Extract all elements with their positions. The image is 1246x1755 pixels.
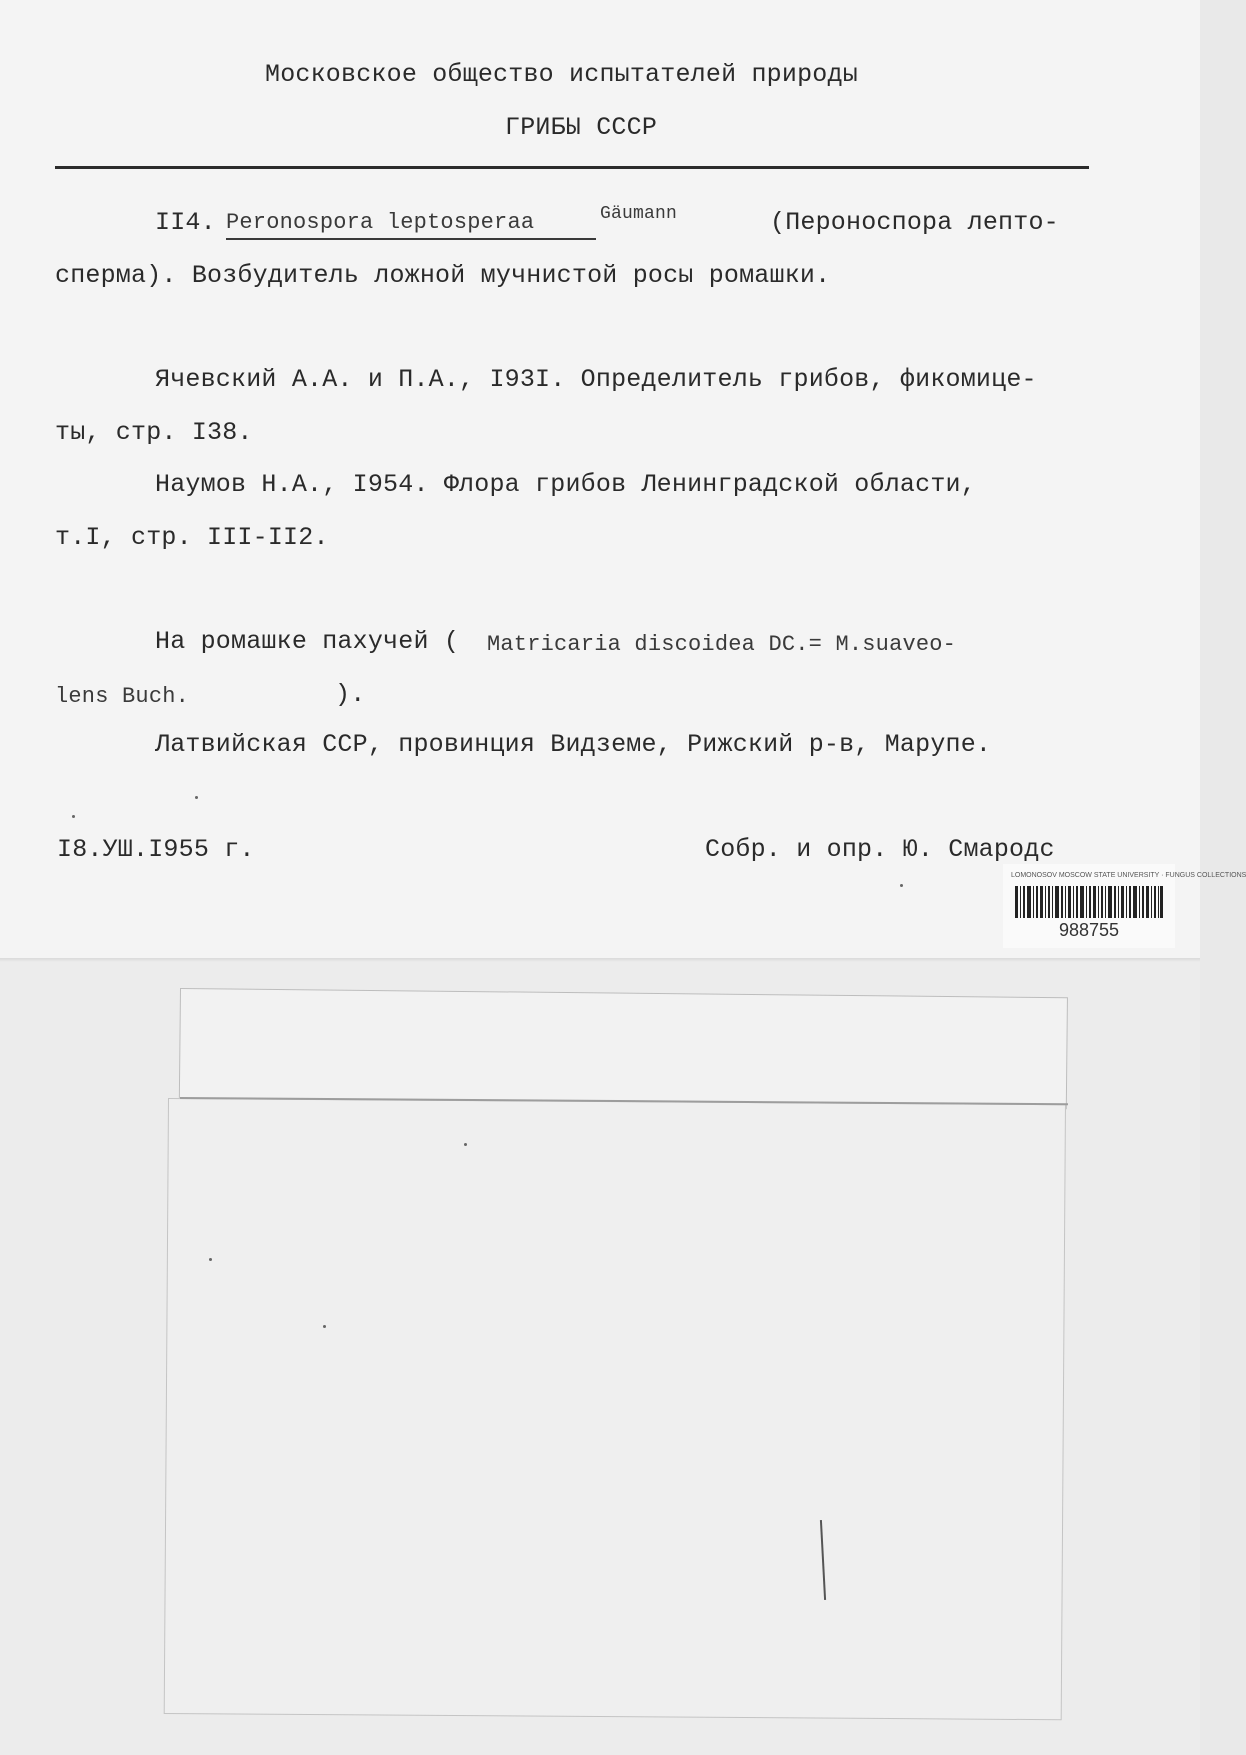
society-name: Московское общество испытателей природы (265, 60, 858, 89)
series-title: ГРИБЫ СССР (505, 113, 658, 142)
reference-1-line-1: Ячевский А.А. и П.А., I93I. Определитель грибов, фикомице- (155, 365, 1037, 394)
russian-name-start: (Пероноспора лепто- (770, 208, 1059, 237)
barcode-icon (1015, 886, 1163, 918)
speck (195, 796, 198, 799)
reference-2-line-1: Наумов Н.А., I954. Флора грибов Ленинградской области, (155, 470, 976, 499)
entry-number: II4. (155, 208, 216, 237)
entry-description: сперма). Возбудитель ложной мучнистой росы ромашки. (55, 261, 831, 290)
habitat-close: ). (335, 680, 366, 709)
reference-1-line-2: ты, стр. I38. (55, 418, 253, 447)
barcode-label (1003, 864, 1246, 948)
host-latin-name: Matricaria discoidea DC.= M.suaveo- (487, 632, 957, 657)
species-latin-name: Peronospora leptosperaa (226, 210, 535, 235)
speck (900, 884, 903, 887)
barcode-number: 988755 (1058, 920, 1120, 940)
locality: Латвийская ССР, провинция Видземе, Рижский р-в, Марупе. (155, 730, 992, 759)
speck (209, 1258, 212, 1261)
reference-2-line-2: т.I, стр. III-II2. (55, 523, 329, 552)
collector: Собр. и опр. Ю. Смародс (705, 835, 1055, 864)
envelope-flap (179, 988, 1068, 1109)
habitat-prefix: На ромашке пахучей ( (155, 627, 460, 656)
speck (464, 1143, 467, 1146)
header-rule (55, 166, 1089, 169)
host-latin-name-end: lens Buch. (55, 684, 190, 709)
barcode-caption: LOMONOSOV MOSCOW STATE UNIVERSITY · FUNGUS COLLECTIONS (1011, 872, 1246, 879)
collection-date: I8.УШ.I955 г. (57, 835, 255, 864)
speck (323, 1325, 326, 1328)
speck (72, 815, 75, 818)
species-underline (226, 238, 596, 240)
species-author: Gäumann (600, 204, 678, 224)
envelope-body (164, 1098, 1066, 1720)
